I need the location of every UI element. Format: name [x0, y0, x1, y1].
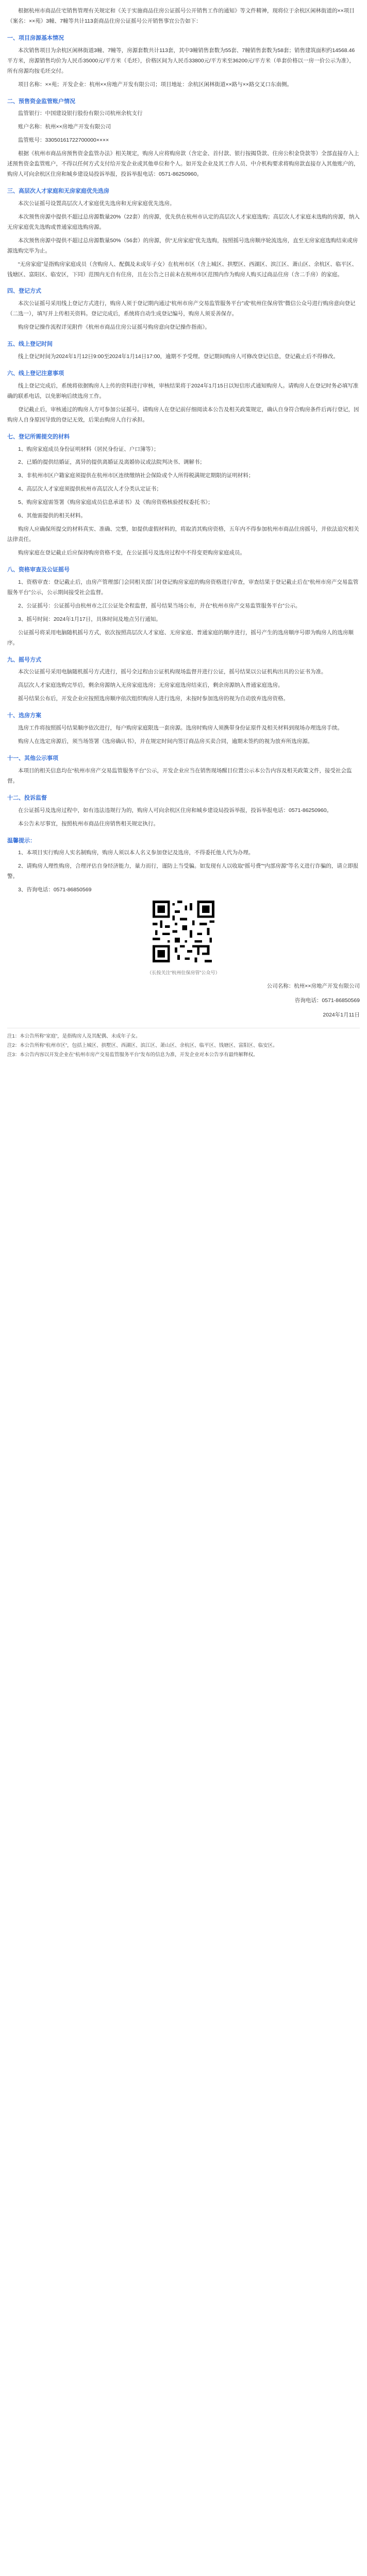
- section-paragraph: 摇号结果公布后，开发企业应按照选房顺序依次组织购房人进行选房，未按时参加选房的视为自动放弃选房资格。: [18, 696, 289, 702]
- section-paragraph: 监管银行：中国建设银行股份有限公司杭州余杭支行: [18, 110, 143, 117]
- section-title: 七、登记所需提交的材料: [7, 433, 70, 440]
- section-paragraph: 购房家庭在登记截止后应保持购房资格不变，在公证摇号及选房过程中不得变更购房家庭成员。: [18, 550, 245, 556]
- section-title: 十一、其他公示事项: [7, 755, 58, 761]
- section-title: 三、高层次人才家庭和无房家庭优先选房: [7, 188, 109, 195]
- section-paragraph: 登记截止后，审核通过的购房人方可参加公证摇号。请购房人在登记前仔细阅读本公告及相关政策规定，确认自身符合购房条件后再行登记，因购房人自身原因导致的登记无效，后果由购房人自行承担。: [7, 406, 359, 423]
- qr-code-block: [0, 901, 367, 967]
- intro-paragraph: 根据杭州市商品住宅销售管理有关规定和《关于实施商品住房公证摇号公开销售工作的通知》等文件精神，现将位于余杭区闲林街道的××项目（案名：××苑）3幢、7幢等共计113套商品住房公证摇号公开销售事宜公告如下：: [7, 8, 355, 24]
- section-paragraph: 购房人在选定房源后，须当场签署《选房确认书》，并在规定时间内签订商品房买卖合同，逾期未签约的视为放弃所选房源。: [18, 738, 313, 745]
- section-paragraph: 2、请购房人理性购房，合理评估自身经济能力，量力而行，谨防上当受骗。如发现有人以收取“摇号费”“内部房源”等名义进行诈骗的，请立即报警。: [7, 863, 359, 880]
- section-paragraph: 本次公证摇号采用电脑随机摇号方式进行，摇号全过程由公证机构现场监督并进行公证，摇号结果以公证机构出具的公证书为准。: [18, 669, 327, 675]
- section-title: 二、预售资金监管账户情况: [7, 98, 75, 105]
- section-paragraph: 3、非杭州市区户籍家庭须提供在杭州市区连续缴纳社会保险或个人所得税满规定期限的证明材料；: [18, 472, 254, 479]
- footnote-item: 注1：本公告所称“家庭”，是指购房人及其配偶、未成年子女。: [7, 1033, 141, 1039]
- section-paragraph: 项目名称：××苑；开发企业：杭州××房地产开发有限公司；项目地址：余杭区闲林街道××路与××路交叉口东南侧。: [18, 81, 293, 88]
- section-paragraph: 3、咨询电话：0571-86850569: [18, 887, 92, 893]
- section-paragraph: 本次预售房源中提供不超过总房源数量50%（56套）的房源，供“无房家庭”优先选购，按照摇号选房顺序轮流选房，直至无房家庭选购结束或房源选购完毕为止。: [7, 237, 358, 254]
- section-title: 九、摇号方式: [7, 656, 41, 663]
- section-paragraph: 本次公证摇号采用线上登记方式进行，购房人须于登记期内通过“杭州市房产交易监管服务平台”或“杭州住保房管”微信公众号进行购房意向登记（二选一），填写并上传相关资料。登记完成后，系统将自动生成登记编号，购房人须妥善保存。: [7, 300, 356, 317]
- signoff-date: 2024年1月11日: [323, 1012, 360, 1019]
- section-paragraph: 4、高层次人才家庭须提供杭州市高层次人才分类认定证书；: [18, 486, 162, 493]
- section-paragraph: 账户名称：杭州××房地产开发有限公司: [18, 124, 111, 130]
- section-title: 温馨提示：: [7, 837, 36, 844]
- section-paragraph: 公证摇号将采用电脑随机摇号方式，依次按照高层次人才家庭、无房家庭、普通家庭的顺序进行，摇号产生的选房顺序号即为购房人的选房顺序。: [7, 629, 354, 646]
- section-title: 八、资格审查及公证摇号: [7, 566, 70, 573]
- section-title: 四、登记方式: [7, 288, 41, 295]
- signoff-block: [7, 981, 360, 1021]
- section-title: 六、线上登记注意事项: [7, 370, 64, 377]
- section-paragraph: 本次公证摇号设置高层次人才家庭优先选房和无房家庭优先选房。: [18, 200, 175, 207]
- footnote-item: 注2：本公告所称“杭州市区”，包括上城区、拱墅区、西湖区、滨江区、萧山区、余杭区、临平区、钱塘区、富阳区、临安区。: [7, 1043, 278, 1049]
- section-paragraph: 1、本项目实行购房人实名制购房，购房人须以本人名义参加登记及选房，不得委托他人代为办理。: [18, 850, 254, 856]
- section-paragraph: 3、摇号时间：2024年1月17日，具体时间及地点另行通知。: [18, 616, 161, 622]
- section-paragraph: 根据《杭州市商品房预售资金监管办法》相关规定，购房人应将购房款（含定金、首付款、银行按揭贷款、住房公积金贷款等）全部直接存入上述预售资金监管账户，不得以任何方式支付给开发企业或其他单位和个人。如开发企业及其工作人员、中介机构要求将购房款直接存入其他账户的，购房人可向余杭区住房和城乡建设局投诉举报，投诉举报电话：0571-86250960。: [7, 150, 359, 178]
- section-paragraph: 6、其他需提供的相关材料。: [18, 513, 86, 519]
- section-paragraph: 高层次人才家庭选购完毕后，剩余房源纳入无房家庭选房；无房家庭选房结束后，剩余房源纳入普通家庭选房。: [18, 682, 283, 689]
- footnote-item: 注3：本公告内容以开发企业在“杭州市房产交易监管服务平台”发布的信息为准，开发企业对本公告享有最终解释权。: [7, 1052, 258, 1058]
- signoff-phone: 咨询电话：0571-86850569: [294, 997, 360, 1004]
- section-paragraph: 1、资格审查：登记截止后，由房产管理部门会同相关部门对登记购房家庭的购房资格进行审查，审查结果于登记截止后在“杭州市房产交易监管服务平台”公示，公示期间接受社会监督。: [7, 579, 359, 596]
- section-title: 十二、投诉监督: [7, 794, 47, 801]
- section-paragraph: 2、已婚的提供结婚证，离异的提供离婚证及离婚协议或法院判决书、调解书；: [18, 459, 205, 466]
- sections-container: [7, 33, 360, 895]
- announcement-page: [0, 0, 367, 1076]
- section-paragraph: 1、购房家庭成员身份证明材料（居民身份证、户口簿等）；: [18, 446, 159, 452]
- footnotes: [7, 1028, 360, 1059]
- section-paragraph: 线上登记时间为2024年1月12日9:00至2024年1月14日17:00，逾期不予受理。登记期间购房人可修改登记信息，登记截止后不得修改。: [18, 353, 339, 360]
- section-paragraph: 2、公证摇号：公证摇号由杭州市之江公证处全程监督，摇号结果当场公布，并在“杭州市房产交易监管服务平台”公示。: [18, 602, 301, 609]
- section-paragraph: 本次销售项目为余杭区闲林街道3幢、7幢等，房源套数共计113套，其中3幢销售套数为55套、7幢销售套数为58套；销售建筑面积约14568.46平方米，房源销售均价为人民币35000元/平方米（毛坯），价格区间为人民币33800元/平方米至36200元/平方米（单套价格以一房一价公示为准），所有房源均按毛坯交付。: [7, 47, 355, 74]
- section-paragraph: 本项目的相关信息均在“杭州市房产交易监管服务平台”公示，开发企业应当在销售现场醒目位置公示本公告内容及相关政策文件，接受社会监督。: [7, 767, 352, 784]
- section-paragraph: 选房工作将按照摇号结果顺序依次进行，每户购房家庭限选一套房源。选房时购房人须携带身份证原件及相关材料到现场办理选房手续。: [18, 725, 343, 732]
- section-paragraph: 5、购房家庭需签署《购房家庭成员信息承诺书》及《购房资格核验授权委托书》；: [18, 499, 213, 506]
- section-paragraph: 线上登记完成后，系统将依据购房人上传的资料进行审核，审核结果将于2024年1月15日以短信形式通知购房人。请购房人在登记时务必填写准确的联系电话，以免影响后续选房工作。: [7, 382, 359, 399]
- section-title: 五、线上登记时间: [7, 341, 53, 348]
- section-paragraph: “无房家庭”是指购房家庭成员（含购房人、配偶及未成年子女）在杭州市区（含上城区、拱墅区、西湖区、滨江区、萧山区、余杭区、临平区、钱塘区、富阳区、临安区，下同）范围内无自有住房，且在公告之日前未在杭州市区范围内作为购房人购买过商品住房（含二手房）的家庭。: [7, 261, 357, 278]
- section-paragraph: 在公证摇号及选房过程中，如有违法违规行为的，购房人可向余杭区住房和城乡建设局投诉举报，投诉举报电话：0571-86250960。: [18, 807, 332, 814]
- signoff-company: 公司名称：杭州××房地产开发有限公司: [266, 983, 360, 990]
- section-paragraph: 购房人应确保所提交的材料真实、准确、完整，如提供虚假材料的，将取消其购房资格，五年内不得参加杭州市商品住房摇号，并依法追究相关法律责任。: [7, 526, 359, 543]
- section-paragraph: 购房登记操作流程详见附件《杭州市商品住房公证摇号购房意向登记操作指南》。: [18, 324, 210, 331]
- qr-code-icon[interactable]: [153, 901, 214, 962]
- section-title: 十、选房方案: [7, 713, 41, 719]
- section-title: 一、项目房源基本情况: [7, 35, 64, 41]
- qr-caption: （长按关注“杭州住保房管”公众号）: [147, 970, 220, 976]
- section-paragraph: 监管账号：33050161722700000××××: [18, 137, 109, 144]
- section-paragraph: 本公告未尽事宜，按照杭州市商品住房销售相关规定执行。: [18, 820, 159, 827]
- section-paragraph: 本次预售房源中提供不超过总房源数量20%（22套）的房源，优先供在杭州市认定的高层次人才家庭选购；高层次人才家庭未选购的房源，纳入无房家庭优先选购或普通家庭选购房源。: [7, 213, 360, 230]
